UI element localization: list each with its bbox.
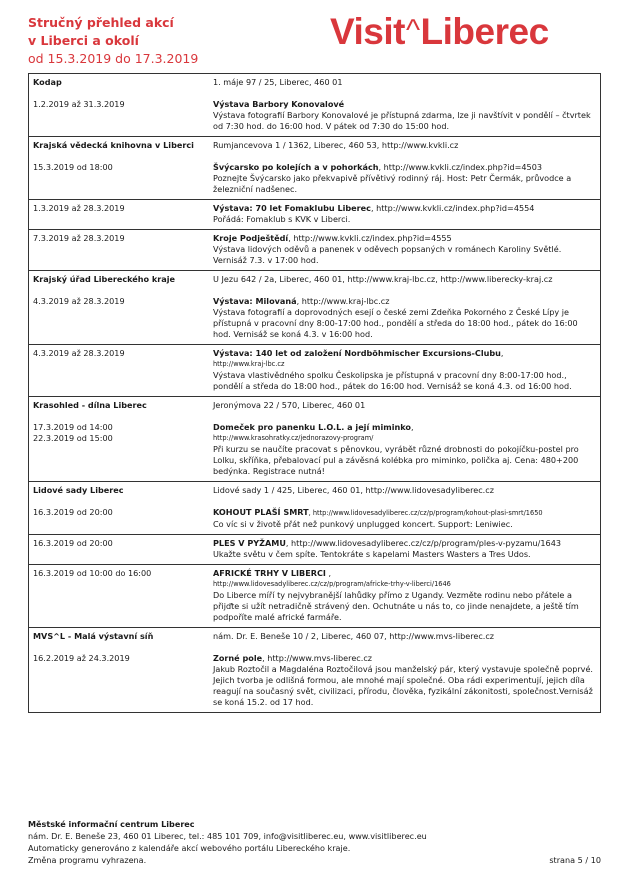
event-title: Kroje Podještědí: [213, 233, 289, 243]
venue-address: Rumjancevova 1 / 1362, Liberec, 460 53, http://www.kvkli.cz: [213, 140, 459, 150]
venue-row: [29, 631, 600, 642]
event-dates: [29, 653, 213, 708]
event-title-line: [213, 507, 596, 519]
footer-generated-note: Automaticky generováno z kalendáře akcí webového portálu Libereckého kraje.: [28, 843, 351, 853]
event-title: Švýcarsko po kolejích a v pohorkách: [213, 162, 379, 172]
event-dates: [29, 233, 213, 266]
venue-block: [29, 74, 600, 137]
page-header: [0, 0, 623, 75]
venue-row: [29, 485, 600, 496]
event-date: 16.2.2019 až 24.3.2019: [33, 653, 130, 663]
event-dates: [29, 296, 213, 340]
event-title: Výstava: Milovaná: [213, 296, 297, 306]
event-row: [29, 538, 600, 560]
event-date: 22.3.2019 od 15:00: [33, 433, 113, 443]
venue-name: Krasohled - dílna Liberec: [33, 400, 147, 410]
event-title-line: [213, 568, 596, 579]
event-link[interactable]: ,: [500, 348, 504, 358]
event-dates: [29, 162, 213, 195]
venue-block: [29, 271, 600, 345]
event-row: [29, 422, 600, 477]
event-link[interactable]: , http://www.lidovesadyliberec.cz/cz/p/program/kohout-plasi-smrt/1650: [308, 509, 543, 517]
event-description: Ukažte světu v čem spíte. Tentokráte s kapelami Masters Wasters a Tres Udos.: [213, 549, 531, 559]
event-row: [29, 348, 600, 392]
event-details: [213, 568, 600, 623]
event-description: Výstava vlastivědného spolku Českolipska je přístupná v pracovní dny 8:00-17:00 hod., pondělí a středa do 18:00 hod., pátek do 16:00 hod. Vernisáž se koná 4.3. od 16:00 hod.: [213, 370, 572, 391]
event-date: 16.3.2019 od 20:00: [33, 538, 113, 548]
event-title: Domeček pro panenku L.O.L. a její miminko: [213, 422, 411, 432]
spacer: [29, 285, 600, 296]
event-block: [29, 565, 600, 628]
event-link[interactable]: http://www.krasohratky.cz/jednorazovy-program/: [213, 434, 374, 442]
event-title: PLES V PYŽAMU: [213, 538, 286, 548]
event-description: Pořádá: Fomaklub s KVK v Liberci.: [213, 214, 351, 224]
event-link[interactable]: http://www.kraj-lbc.cz: [213, 360, 285, 368]
event-block: [29, 345, 600, 397]
event-title-line: [213, 203, 596, 214]
events-table: [28, 73, 601, 713]
venue-name: Krajský úřad Libereckého kraje: [33, 274, 176, 284]
event-details: [213, 203, 600, 225]
page-number: strana 5 / 10: [549, 855, 601, 865]
event-details: [213, 296, 600, 340]
event-description: Výstava fotografií Barbory Konovalové je přístupná zdarma, lze ji navštívit v pondělí – čtvrtek od 7:30 hod. do 16:00 hod. V pátek od 7:30 do 15:00 hod.: [213, 110, 591, 131]
event-dates: [29, 507, 213, 530]
event-row: [29, 507, 600, 530]
event-dates: [29, 568, 213, 623]
footer-contact: nám. Dr. E. Beneše 23, 460 01 Liberec, tel.: 485 101 709, info@visitliberec.eu, www.visitliberec.eu: [28, 831, 427, 841]
venue-address: Jeronýmova 22 / 570, Liberec, 460 01: [213, 400, 366, 410]
event-row: [29, 99, 600, 132]
event-link[interactable]: , http://www.kvkli.cz/index.php?id=4555: [288, 233, 452, 243]
event-row: [29, 653, 600, 708]
venue-block: [29, 137, 600, 200]
event-details: [213, 162, 600, 195]
event-title-line: [213, 99, 596, 110]
venue-name: Krajská vědecká knihovna v Liberci: [33, 140, 194, 150]
event-title-line: [213, 422, 596, 433]
venue-address: 1. máje 97 / 25, Liberec, 460 01: [213, 77, 343, 87]
document-title: [28, 14, 198, 68]
event-title-line: [213, 348, 596, 359]
spacer: [29, 642, 600, 653]
spacer: [29, 496, 600, 507]
event-block: [29, 200, 600, 230]
venue-address: U Jezu 642 / 2a, Liberec, 460 01, http://www.kraj-lbc.cz, http://www.liberecky-kraj.cz: [213, 274, 553, 284]
event-title-line: [213, 162, 596, 173]
footer-notice: Změna programu vyhrazena.: [28, 855, 147, 865]
event-link[interactable]: , http://www.lidovesadyliberec.cz/cz/p/program/ples-v-pyzamu/1643: [285, 538, 562, 548]
event-link[interactable]: , http://www.kraj-lbc.cz: [296, 296, 390, 306]
event-link[interactable]: ,: [410, 422, 414, 432]
event-description: Při kurzu se naučíte pracovat s pěnovkou, vyrábět různé drobnosti do pokojíčku-postel pro Lolku, skříňka, přebalovací pul a závěsná kolébka pro miminko, polička aj. Cena: 480+200 bedýnka. Registrace nutná!: [213, 444, 579, 476]
footer-organization: Městské informační centrum Liberec: [28, 819, 195, 829]
venue-row: [29, 274, 600, 285]
event-title-line: [213, 653, 596, 664]
event-link[interactable]: http://www.lidovesadyliberec.cz/cz/p/program/africke-trhy-v-liberci/1646: [213, 580, 451, 588]
venue-row: [29, 140, 600, 151]
event-title: AFRICKÉ TRHY V LIBERCI: [213, 568, 326, 578]
event-date: 4.3.2019 až 28.3.2019: [33, 348, 125, 358]
event-block: [29, 230, 600, 271]
event-date: 7.3.2019 až 28.3.2019: [33, 233, 125, 243]
visit-liberec-logo: [330, 11, 602, 51]
event-dates: [29, 348, 213, 392]
event-row: [29, 203, 600, 225]
event-description: Poznejte Švýcarsko jako překvapivě přívětivý rodinný ráj. Host: Petr Čermák, průvodce a železniční nadšenec.: [213, 173, 572, 194]
event-link[interactable]: ,: [325, 568, 332, 578]
venue-block: [29, 397, 600, 482]
logo-caret: ^: [405, 14, 420, 47]
event-details: [213, 422, 600, 477]
event-row: [29, 568, 600, 623]
venue-address: Lidové sady 1 / 425, Liberec, 460 01, http://www.lidovesadyliberec.cz: [213, 485, 494, 495]
event-link[interactable]: , http://www.kvkli.cz/index.php?id=4503: [378, 162, 543, 172]
event-date: 1.2.2019 až 31.3.2019: [33, 99, 125, 109]
event-block: [29, 535, 600, 565]
event-details: [213, 99, 600, 132]
event-date: 16.3.2019 od 10:00 do 16:00: [33, 568, 152, 578]
event-details: [213, 233, 600, 266]
event-description: Výstava fotografií a doprovodných esejí o české zemi Zdeňka Pokorného z České Lípy je přístupná v pracovní dny 8:00-17:00 hod., pondělí a středa do 18:00 hod., pátek do 16:00 hod. Vernisáž se koná 4.3. v 16:00 hod.: [213, 307, 578, 339]
event-link[interactable]: , http://www.mvs-liberec.cz: [262, 653, 373, 663]
venue-name: MVS^L - Malá výstavní síň: [33, 631, 154, 641]
event-description: Jakub Roztočil a Magdaléna Roztočilová jsou manželský pár, který vystavuje společně poprvé. Jejich tvorba je odlišná formou, ale mnohé mají společné. Oba rádi experimentují, jejich díla reagují na současný svět, civilizaci, přírodu, člověka, fyzikální zákonitosti, společnost.Vernisáž se koná 15.2. od 17 hod.: [213, 664, 594, 707]
event-link[interactable]: , http://www.kvkli.cz/index.php?id=4554: [370, 203, 535, 213]
title-line-2: v Liberci a okolí: [28, 33, 139, 48]
event-details: [213, 507, 600, 530]
venue-name: Lidové sady Liberec: [33, 485, 124, 495]
event-description: Do Liberce míří ty nejvybranější lahůdky přímo z Ugandy. Vezměte rodinu nebo přátele a přijďte si užít netradičně strávený den. Ochutnáte u nás to, co jinde nenajdete, a ještě tím podpoříte malé africké farmáře.: [213, 590, 579, 622]
event-title-line: [213, 538, 596, 549]
venue-address: nám. Dr. E. Beneše 10 / 2, Liberec, 460 07, http://www.mvs-liberec.cz: [213, 631, 495, 641]
event-dates: [29, 422, 213, 477]
event-row: [29, 162, 600, 195]
event-dates: [29, 538, 213, 560]
venue-name: Kodap: [33, 77, 62, 87]
venue-row: [29, 77, 600, 88]
event-date: 15.3.2019 od 18:00: [33, 162, 113, 172]
event-description: Co víc si v životě přát než punkový unplugged koncert. Support: Leniwiec.: [213, 519, 513, 529]
venue-block: [29, 482, 600, 535]
event-details: [213, 653, 600, 708]
event-title: Výstava: 140 let od založení Nordböhmischer Excursions-Clubu: [213, 348, 501, 358]
event-date: 4.3.2019 až 28.3.2019: [33, 296, 125, 306]
event-details: [213, 348, 600, 392]
event-title-line: [213, 296, 596, 307]
event-details: [213, 538, 600, 560]
spacer: [29, 88, 600, 99]
spacer: [29, 151, 600, 162]
event-title-line: [213, 233, 596, 244]
venue-block: [29, 628, 600, 712]
page-footer: [28, 818, 601, 866]
event-date: 16.3.2019 od 20:00: [33, 507, 113, 517]
event-title: KOHOUT PLAŠÍ SMRT: [213, 507, 309, 517]
event-date: 1.3.2019 až 28.3.2019: [33, 203, 125, 213]
venue-row: [29, 400, 600, 411]
spacer: [29, 411, 600, 422]
title-date-range: od 15.3.2019 do 17.3.2019: [28, 51, 199, 66]
event-title: Výstava Barbory Konovalové: [213, 99, 345, 109]
event-title: Výstava: 70 let Fomaklubu Liberec: [213, 203, 371, 213]
event-description: Výstava lidových oděvů a panenek v oděvech popsaných v románech Karoliny Světlé. Vernisáž 7.3. v 17:00 hod.: [213, 244, 562, 265]
event-dates: [29, 99, 213, 132]
event-title: Zorné pole: [213, 653, 263, 663]
event-date: 17.3.2019 od 14:00: [33, 422, 113, 432]
event-dates: [29, 203, 213, 225]
logo-word-liberec: Liberec: [420, 11, 549, 52]
event-row: [29, 296, 600, 340]
logo-word-visit: Visit: [330, 11, 405, 52]
event-row: [29, 233, 600, 266]
title-line-1: Stručný přehled akcí: [28, 15, 174, 30]
